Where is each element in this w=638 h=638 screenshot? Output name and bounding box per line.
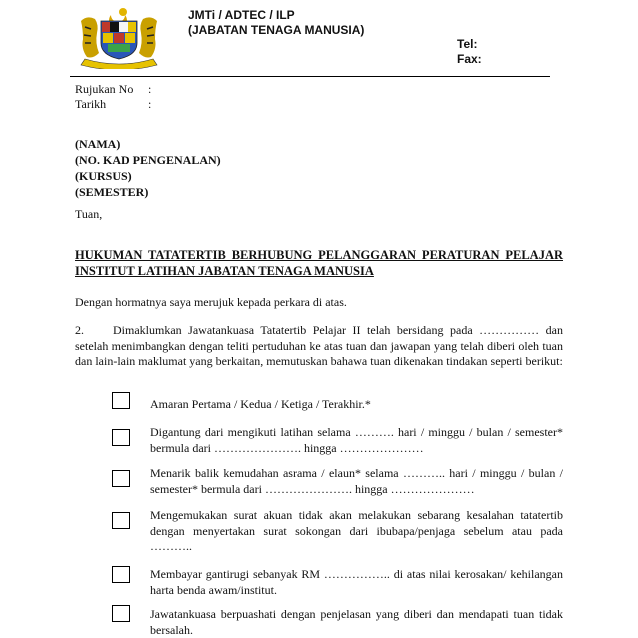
coat-of-arms-logo — [75, 5, 163, 69]
tel-label: Tel: — [457, 37, 478, 51]
recipient-ic: (NO. KAD PENGENALAN) — [75, 153, 221, 167]
org-line1: JMTi / ADTEC / ILP — [188, 8, 295, 22]
checkbox-option-6[interactable] — [112, 605, 130, 622]
checkbox-option-5[interactable] — [112, 566, 130, 583]
paragraph-number: 2. — [75, 323, 84, 337]
option-2-text: Digantung dari mengikuti latihan selama ………. hari / minggu / bulan / semester* bermula dari …………………. hingga ………………… — [150, 425, 563, 455]
paragraph-2 — [75, 323, 563, 370]
fax-label: Fax: — [457, 52, 482, 66]
checkbox-option-2[interactable] — [112, 429, 130, 446]
option-3-text: Menarik balik kemudahan asrama / elaun* selama ……….. hari / minggu / bulan / semester* bermula dari …………………. hingga ………………… — [150, 466, 563, 496]
paragraph-2-first-line — [75, 323, 563, 339]
recipient-name: (NAMA) — [75, 137, 121, 151]
org-line2: (JABATAN TENAGA MANUSIA) — [188, 23, 365, 37]
tarikh-label: Tarikh — [75, 97, 107, 111]
option-1-text: Amaran Pertama / Kedua / Ketiga / Terakhir.* — [150, 397, 371, 411]
salutation: Tuan, — [75, 207, 103, 221]
tarikh-colon: : — [148, 97, 152, 111]
opening-line: Dengan hormatnya saya merujuk kepada perkara di atas. — [75, 295, 347, 309]
checkbox-option-1[interactable] — [112, 392, 130, 409]
rujukan-colon: : — [148, 82, 152, 96]
checkbox-option-3[interactable] — [112, 470, 130, 487]
recipient-course: (KURSUS) — [75, 169, 132, 183]
option-6-text: Jawatankuasa berpuashati dengan penjelasan yang diberi dan mendapati tuan tidak bersalah. — [150, 607, 563, 637]
header-divider — [70, 76, 550, 77]
option-5-text: Membayar gantirugi sebanyak RM …………….. di atas nilai kerosakan/ kehilangan harta benda awam/institut. — [150, 567, 563, 597]
checkbox-option-4[interactable] — [112, 512, 130, 529]
rujukan-label: Rujukan No — [75, 82, 134, 96]
paragraph-2-body: setelah menimbangkan dengan teliti pertuduhan ke atas tuan dan jawapan yang telah diberi oleh tuan dan lain-lain maklumat yang berkaitan, memutuskan bahawa tuan dikenakan tindakan seperti berikut: — [75, 338, 563, 368]
recipient-semester: (SEMESTER) — [75, 185, 149, 199]
paragraph-2-first-text: Dimaklumkan Jawatankuasa Tatatertib Pelajar II telah bersidang pada …………… dan — [113, 323, 563, 337]
subject-title: HUKUMAN TATATERTIB BERHUBUNG PELANGGARAN PERATURAN PELAJAR INSTITUT LATIHAN JABATAN TENAGA MANUSIA — [75, 248, 563, 278]
recipient-block — [75, 136, 221, 200]
option-4-text: Mengemukakan surat akuan tidak akan melakukan sebarang kesalahan tatatertib dengan menyertakan surat sokongan dari ibubapa/penjaga sebelum atau pada ……….. — [150, 508, 563, 553]
